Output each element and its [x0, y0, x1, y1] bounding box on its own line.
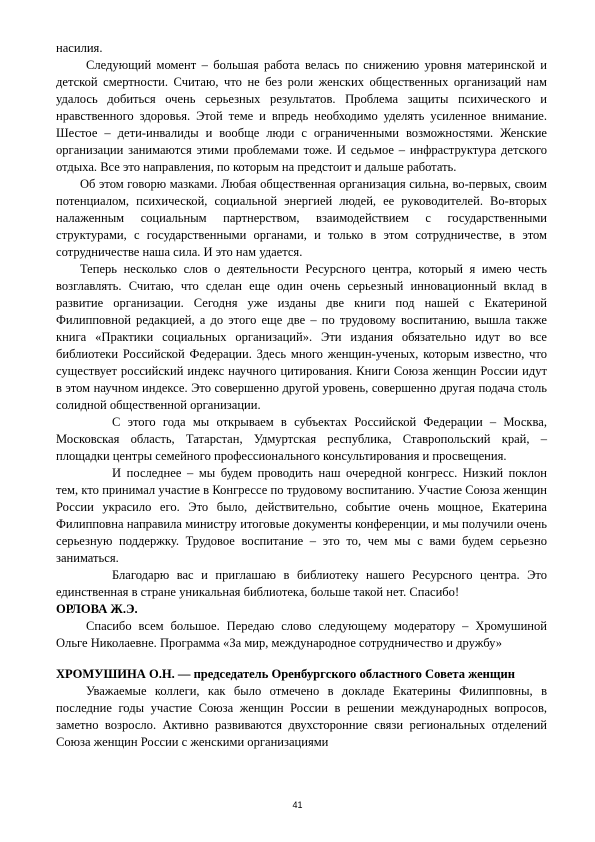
- speaker-khromushina-text: Уважаемые коллеги, как было отмечено в докладе Екатерины Филипповны, в последние годы участие Союза женщин России в решении международных вопросов, заметно возросло. Активно развиваются двухсторонние связи региональных отделений Союза женщин России с женскими организациями: [56, 684, 547, 749]
- page-number: 41: [292, 800, 303, 810]
- page-body: [56, 40, 547, 751]
- paragraph-library: Благодарю вас и приглашаю в библиотеку нашего Ресурсного центра. Это единственная в стране уникальная библиотека, больше такой нет. Спасибо!: [56, 568, 547, 599]
- paragraph-organizations-strength: Об этом говорю мазками. Любая общественная организация сильна, во-первых, своим потенциалом, психической, социальной энергией людей, ее руководителей. Во-вторых налаженным социальным партнерством, взаимодействием с государственными структурами, с государственными органами, и только в этом сотрудничестве, в этом сотрудничестве наша сила. И это нам удается.: [56, 177, 547, 259]
- paragraph-continuation: насилия.: [56, 41, 103, 55]
- speaker-name-orlova: ОРЛОВА Ж.Э.: [56, 602, 138, 616]
- paragraph-congress: И последнее – мы будем проводить наш очередной конгресс. Низкий поклон тем, кто принимал участие в Конгрессе по трудовому воспитанию. Участие Союза женщин России украсило его. Это было, действительно, событие очень мощное, Екатерина Филипповна направила министру итоговые документы конференции, и мы получили очень серьезную поддержку. Трудовое воспитание – это то, чем мы с вами будем серьезно заниматься.: [56, 466, 547, 565]
- section-spacer: [56, 652, 547, 666]
- speaker-heading-khromushina: ХРОМУШИНА О.Н. — председатель Оренбургского областного Совета женщин: [56, 667, 515, 681]
- speaker-orlova-text: Спасибо всем большое. Передаю слово следующему модератору – Хромушиной Ольге Николаевне. Программа «За мир, международное сотрудничество и дружбу»: [56, 619, 547, 650]
- paragraph-resource-center: Теперь несколько слов о деятельности Ресурсного центра, который я имею честь возглавлять. Считаю, что сделан еще один очень серьезный инновационный вклад в развитие организации. Сегодня уже изданы две книги под нашей с Екатериной Филипповной редакцией, а до этого еще две – по трудовому воспитанию, вышла также книга «Практики социальных организаций». Эти издания обязательно идут во все библиотеки Российской Федерации. Здесь много женщин-ученых, которым известно, что существует российский индекс научного цитирования. Книги Союза женщин России идут в этом научном индексе. Это совершенно другой уровень, совершенно другая подача столь солидной общественной организации.: [56, 262, 547, 412]
- paragraph-family-centers: С этого года мы открываем в субъектах Российской Федерации – Москва, Московская область, Татарстан, Удмуртская республика, Ставропольский край, – площадки центры семейного профессионального консультирования и просвещения.: [56, 415, 547, 463]
- paragraph-maternal-mortality: Следующий момент – большая работа велась по снижению уровня материнской и детской смертности. Считаю, что не без роли женских общественных организаций нам удалось добиться очень серьезных результатов. Проблема защиты психического и нравственного здоровья. Этой теме и впредь необходимо уделять усиленное внимание. Шестое – дети-инвалиды и вообще люди с ограниченными возможностями. Женские организации занимаются этими проблемами тоже. И седьмое – инфраструктура детского отдыха. Все это направления, по которым на предстоит и дальше работать.: [56, 58, 547, 174]
